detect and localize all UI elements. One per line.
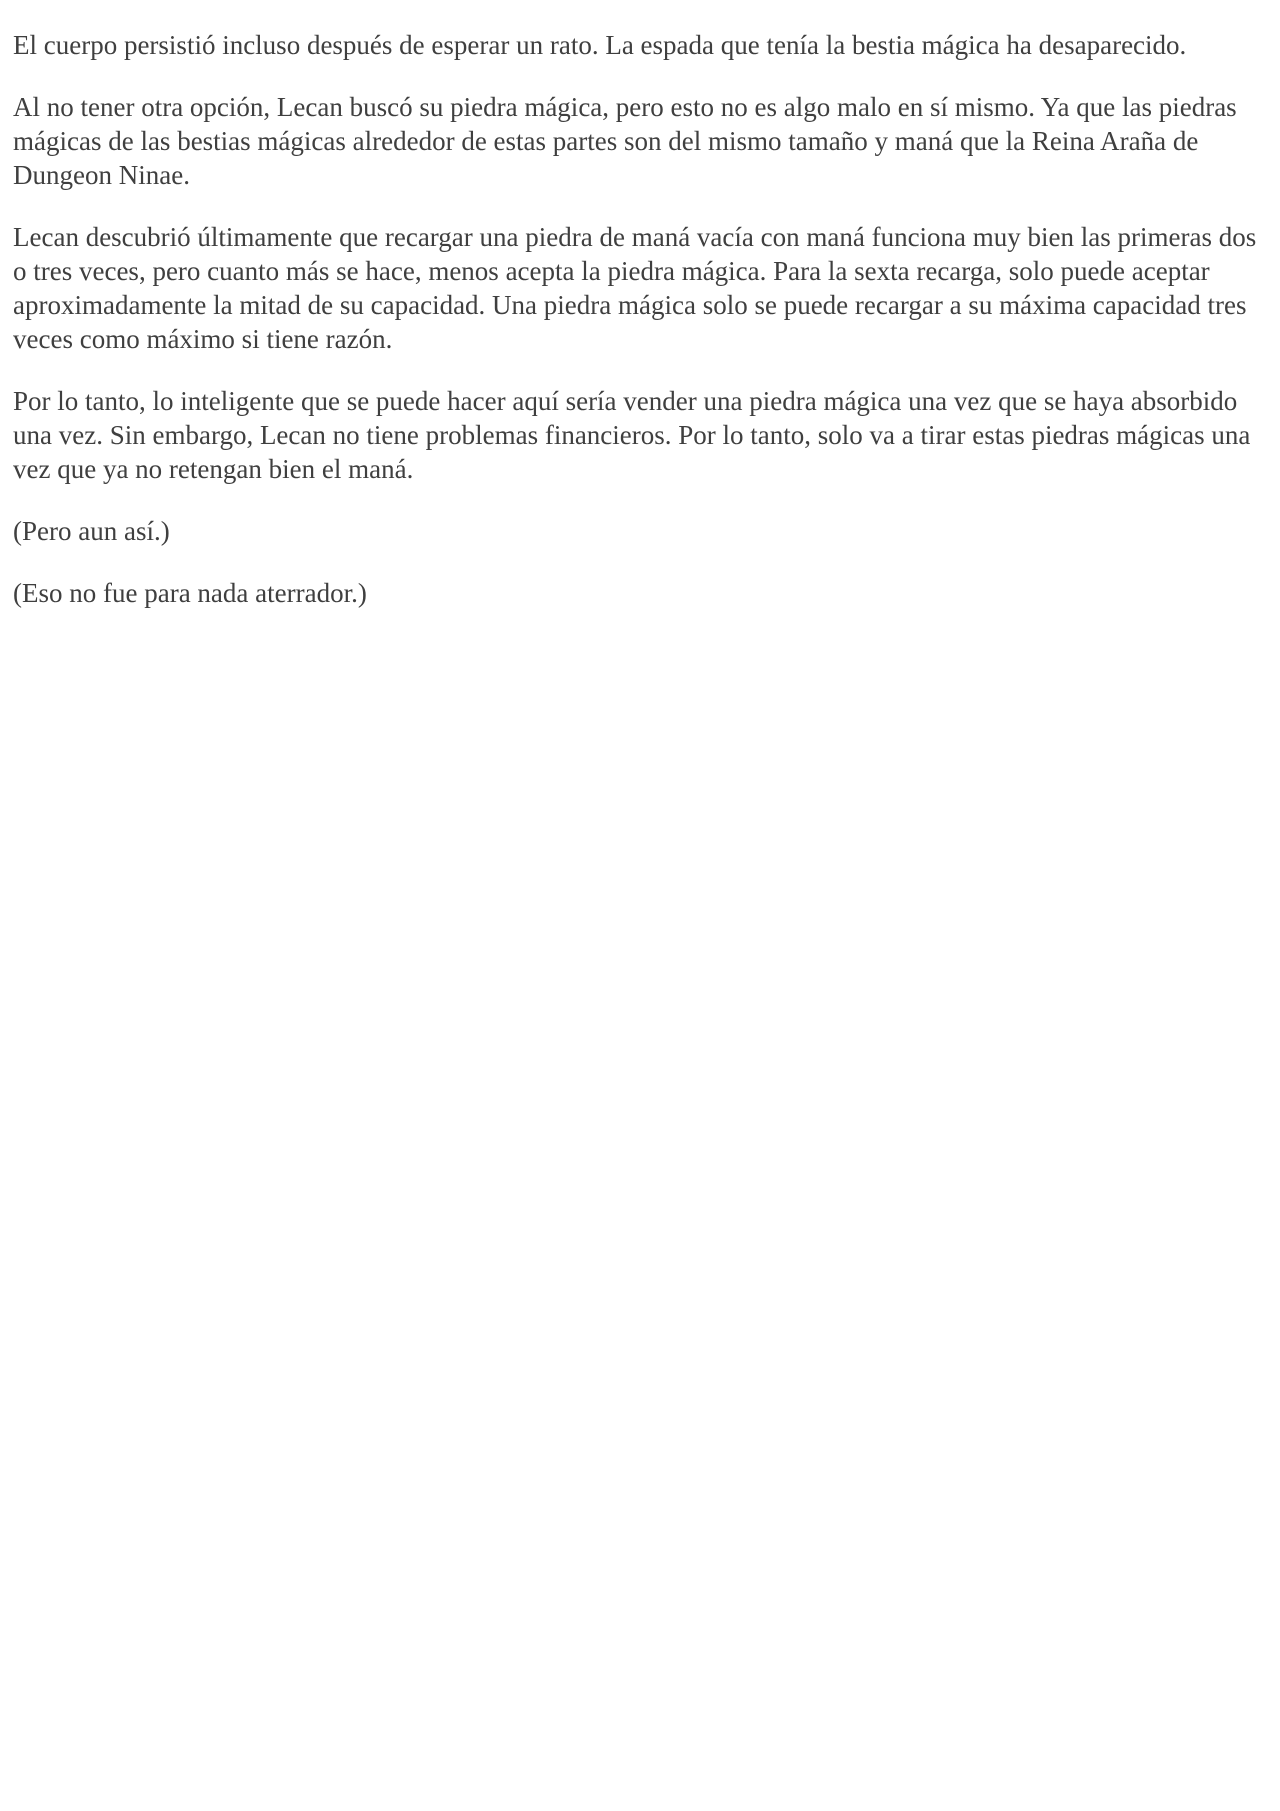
paragraph: (Eso no fue para nada aterrador.) <box>13 578 367 608</box>
document-body <box>13 28 1268 638</box>
paragraph: Al no tener otra opción, Lecan buscó su piedra mágica, pero esto no es algo malo en sí mismo. Ya que las piedras mágicas de las bestias mágicas alrededor de estas partes son del mismo tamaño y maná que la Reina Araña de Dungeon Ninae. <box>13 92 1237 190</box>
paragraph: El cuerpo persistió incluso después de esperar un rato. La espada que tenía la bestia mágica ha desaparecido. <box>13 30 1187 60</box>
paragraph: Lecan descubrió últimamente que recargar una piedra de maná vacía con maná funciona muy bien las primeras dos o tres veces, pero cuanto más se hace, menos acepta la piedra mágica. Para la sexta recarga, solo puede aceptar aproximadamente la mitad de su capacidad. Una piedra mágica solo se puede recargar a su máxima capacidad tres veces como máximo si tiene razón. <box>13 222 1257 354</box>
paragraph: (Pero aun así.) <box>13 516 170 546</box>
paragraph: Por lo tanto, lo inteligente que se puede hacer aquí sería vender una piedra mágica una vez que se haya absorbido una vez. Sin embargo, Lecan no tiene problemas financieros. Por lo tanto, solo va a tirar estas piedras mágicas una vez que ya no retengan bien el maná. <box>13 386 1251 484</box>
